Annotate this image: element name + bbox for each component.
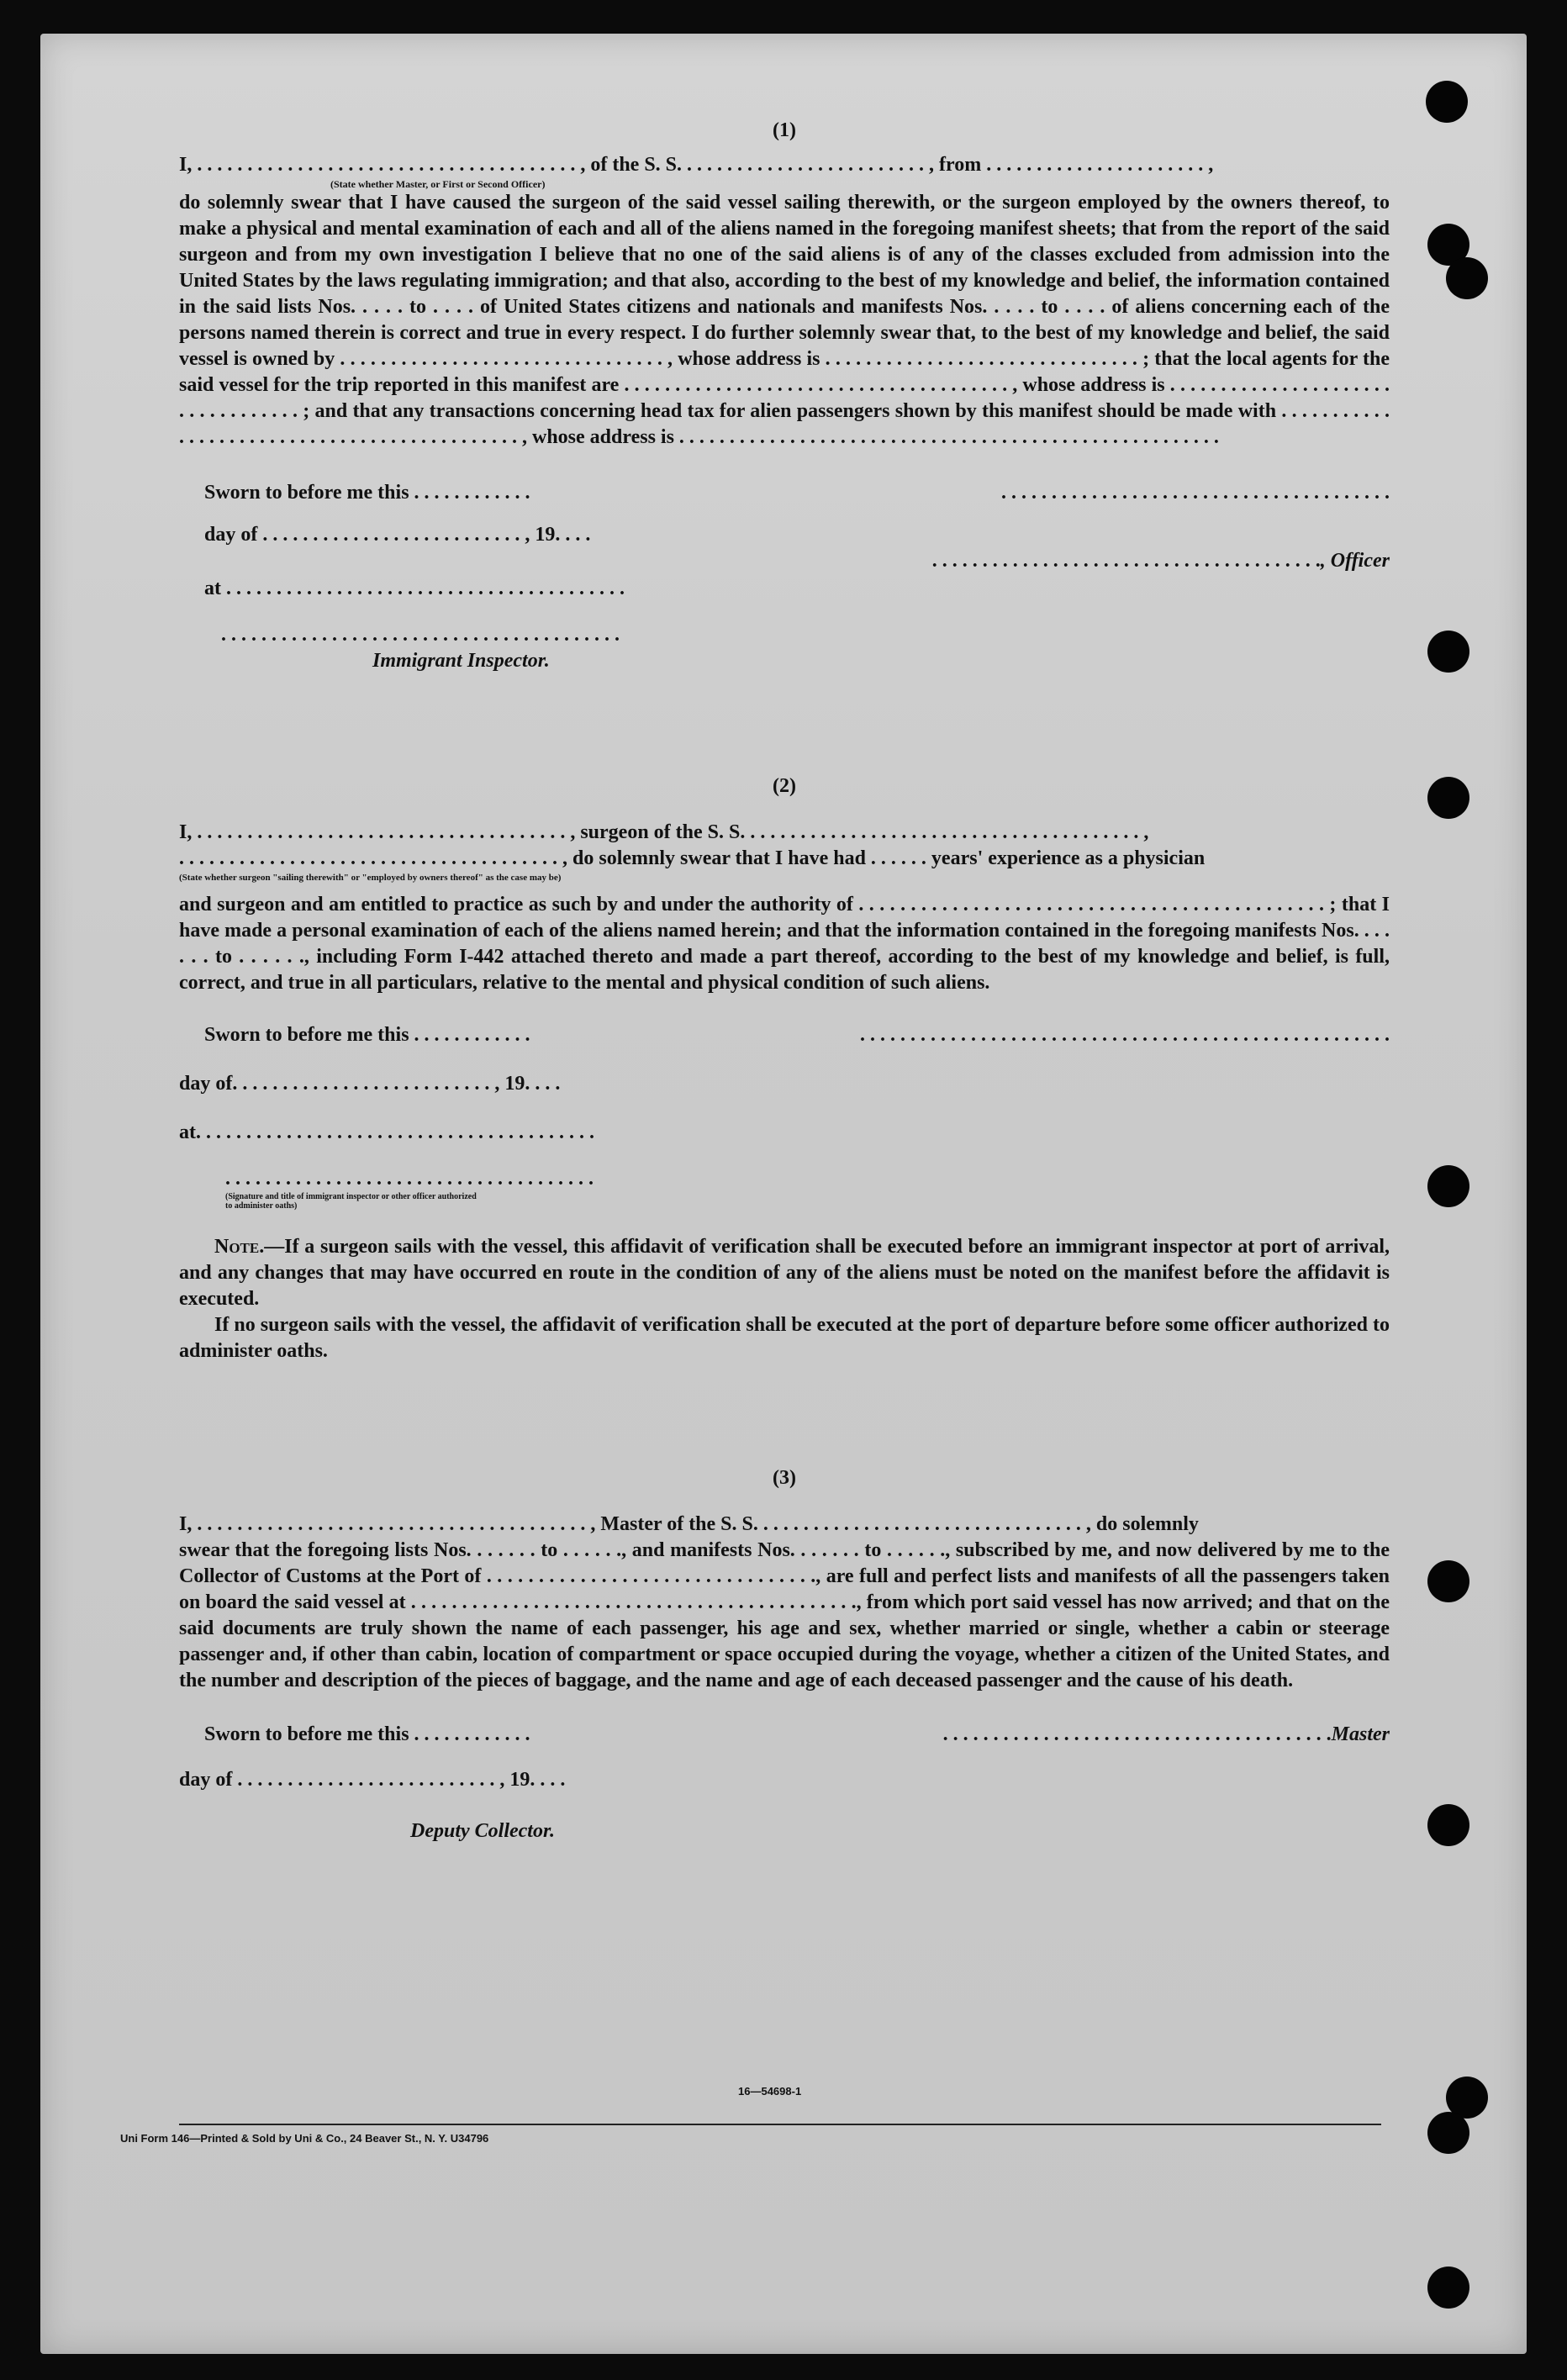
note-label: Note. [214, 1236, 265, 1258]
manifest-page [40, 34, 1527, 2354]
form-number: 16—54698-1 [738, 2085, 802, 2098]
surgeon-oath-line: I, . . . . . . . . . . . . . . . . . . . . . . . . . . . . . . . . . . . . . , surgeon of the S. S. . . . . . . . . . . . . . . . . . . . . . . . . . . . . . . . . . . . . . . . , [179, 821, 1149, 843]
surgeon-note-paragraph [179, 1234, 1390, 1312]
deputy-collector-label: Deputy Collector. [410, 1820, 555, 1842]
note-text: —If a surgeon sails with the vessel, this affidavit of verification shall be executed before an immigrant inspector at port of arrival, and any changes that may have occurred en route in the condition of any of the aliens must be noted on the manifest before the affidavit is executed. [179, 1236, 1390, 1310]
officer-note: (State whether Master, or First or Second Officer) [330, 178, 546, 190]
sworn-line: Sworn to before me this . . . . . . . . . . . . [204, 1024, 530, 1046]
section-number: (1) [773, 119, 796, 141]
punch-hole [1427, 777, 1469, 819]
punch-hole [1427, 2267, 1469, 2309]
master-oath-line: I, . . . . . . . . . . . . . . . . . . . . . . . . . . . . . . . . . . . . . . , of the S. S. . . . . . . . . . . . . . . . . . . . . . . . . , from . . . . . . . . . . . . . . . . . . . . . . , [179, 154, 1214, 176]
sworn-line: Sworn to before me this . . . . . . . . . . . . [204, 1723, 530, 1745]
officer-dots: . . . . . . . . . . . . . . . . . . . . . . . . . . . . . . . . . . . . . . . [931, 550, 1321, 572]
day-line: day of . . . . . . . . . . . . . . . . . . . . . . . . . . , 19. . . . [179, 1769, 566, 1791]
master-swear-body: swear that the foregoing lists Nos. . . . . . . to . . . . . ., and manifests Nos. . . . . . . to . . . . . ., subscribed by me, and now delivered by me to the Collector of Customs at the Port of . . . . . . . . . . . . . . . . . . . . . . . . . . . . . . . ., are full and perfect lists and manifests of all the passengers taken on board the said vessel at . . . . . . . . . . . . . . . . . . . . . . . . . . . . . . . . . . . . . . . . . . . ., from which port said vessel has now arrived; and that on the said documents are truly shown the name of each passenger, his age and sex, whether married or single, whether a cabin or steerage passenger and, if other than cabin, location of compartment or space occupied during the voyage, whether a citizen of the United States, and the number and description of the pieces of baggage, and the name and age of each deceased passenger and the cause of his death. [179, 1539, 1390, 1691]
master-dots: . . . . . . . . . . . . . . . . . . . . . . . . . . . . . . . . . . . . . . . [942, 1723, 1332, 1745]
day-line: day of. . . . . . . . . . . . . . . . . . . . . . . . . . , 19. . . . [179, 1073, 561, 1095]
sworn-line: Sworn to before me this . . . . . . . . . . . . [204, 482, 530, 504]
surgeon-oath-line-2: . . . . . . . . . . . . . . . . . . . . . . . . . . . . . . . . . . . . . . , do solemnly swear that I have had . . . . . . years' experience as a physician [179, 847, 1206, 869]
punch-hole [1427, 1560, 1469, 1602]
surgeon-note: (State whether surgeon "sailing therewith" or "employed by owners thereof" as the case may be) [179, 873, 562, 883]
footer-rule [179, 2124, 1381, 2125]
printer-footer: Uni Form 146—Printed & Sold by Uni & Co., 24 Beaver St., N. Y. U34796 [120, 2132, 489, 2145]
day-line: day of . . . . . . . . . . . . . . . . . . . . . . . . . . , 19. . . . [204, 524, 591, 546]
punch-hole [1427, 1165, 1469, 1207]
at-line: at. . . . . . . . . . . . . . . . . . . . . . . . . . . . . . . . . . . . . . . . [179, 1121, 594, 1143]
master-swear-line: I, . . . . . . . . . . . . . . . . . . . . . . . . . . . . . . . . . . . . . . . , Master of the S. S. . . . . . . . . . . . . . . . . . . . . . . . . . . . . . . . . , do solemnly [179, 1513, 1199, 1535]
punch-hole [1427, 2112, 1469, 2154]
inspector-signature-line: . . . . . . . . . . . . . . . . . . . . . . . . . . . . . . . . . . . . . . . . [221, 624, 620, 646]
punch-hole [1446, 257, 1488, 299]
immigrant-inspector-label: Immigrant Inspector. [372, 650, 550, 672]
signature-line: . . . . . . . . . . . . . . . . . . . . . . . . . . . . . . . . . . . . . . . [1001, 482, 1390, 504]
punch-hole [1426, 81, 1468, 123]
inspector-note: (Signature and title of immigrant inspector or other officer authorized to administer oaths) [225, 1192, 477, 1211]
master-oath-body: do solemnly swear that I have caused the surgeon of the said vessel sailing therewith, or the surgeon employed by the owners thereof, to make a physical and mental examination of each and all of the aliens named in the foregoing manifest sheets; that from the report of the said surgeon and from my own investigation I believe that no one of the said aliens is of any of the classes excluded from admission into the United States by the laws regulating immigration; and that also, according to the best of my knowledge and belief, the information contained in the said lists Nos. . . . . to . . . . of United States citizens and nationals and manifests Nos. . . . . to . . . . of aliens concerning each of the persons named therein is correct and true in every respect. I do further solemnly swear that, to the best of my knowledge and belief, the said vessel is owned by . . . . . . . . . . . . . . . . . . . . . . . . . . . . . . . . , whose address is . . . . . . . . . . . . . . . . . . . . . . . . . . . . . . . ; that the local agents for the said vessel for the trip reported in this manifest are . . . . . . . . . . . . . . . . . . . . . . . . . . . . . . . . . . . . . . , whose address is . . . . . . . . . . . . . . . . . . . . . . . . . . . . . . . . . . ; and that any transactions concerning head tax for alien passengers shown by this manifest should be made with . . . . . . . . . . . . . . . . . . . . . . . . . . . . . . . . . . . . . . . . . . . . . , whose address is . . . . . . . . . . . . . . . . . . . . . . . . . . . . . . . . . . . . . . . . . . . . . . . . . . . . . . [179, 192, 1390, 448]
officer-label: , Officer [1320, 550, 1390, 572]
affidavit-content [179, 118, 1390, 1844]
surgeon-oath-body: and surgeon and am entitled to practice as such by and under the authority of . . . . . . . . . . . . . . . . . . . . . . . . . . . . . . . . . . . . . . . . . . . . . ; that I have made a personal examination of each of the aliens named herein; and that the information contained in the foregoing manifests Nos. . . . . . . to . . . . . ., including Form I-442 attached thereto and made a part thereof, according to the best of my knowledge and belief, is full, correct, and true in all particulars, relative to the mental and physical condition of such aliens. [179, 894, 1390, 994]
at-line: at . . . . . . . . . . . . . . . . . . . . . . . . . . . . . . . . . . . . . . . . [204, 578, 625, 599]
no-surgeon-note: If no surgeon sails with the vessel, the affidavit of verification shall be executed at the port of departure before some officer authorized to administer oaths. [179, 1314, 1390, 1362]
master-label: Master [1331, 1723, 1390, 1745]
section-number: (3) [773, 1467, 796, 1489]
inspector-signature-line: . . . . . . . . . . . . . . . . . . . . . . . . . . . . . . . . . . . . . [225, 1168, 594, 1190]
punch-hole [1427, 1804, 1469, 1846]
section-number: (2) [773, 775, 796, 797]
punch-hole [1427, 631, 1469, 673]
signature-line: . . . . . . . . . . . . . . . . . . . . . . . . . . . . . . . . . . . . . . . . . . . . . . . . . . . . . [860, 1024, 1390, 1046]
